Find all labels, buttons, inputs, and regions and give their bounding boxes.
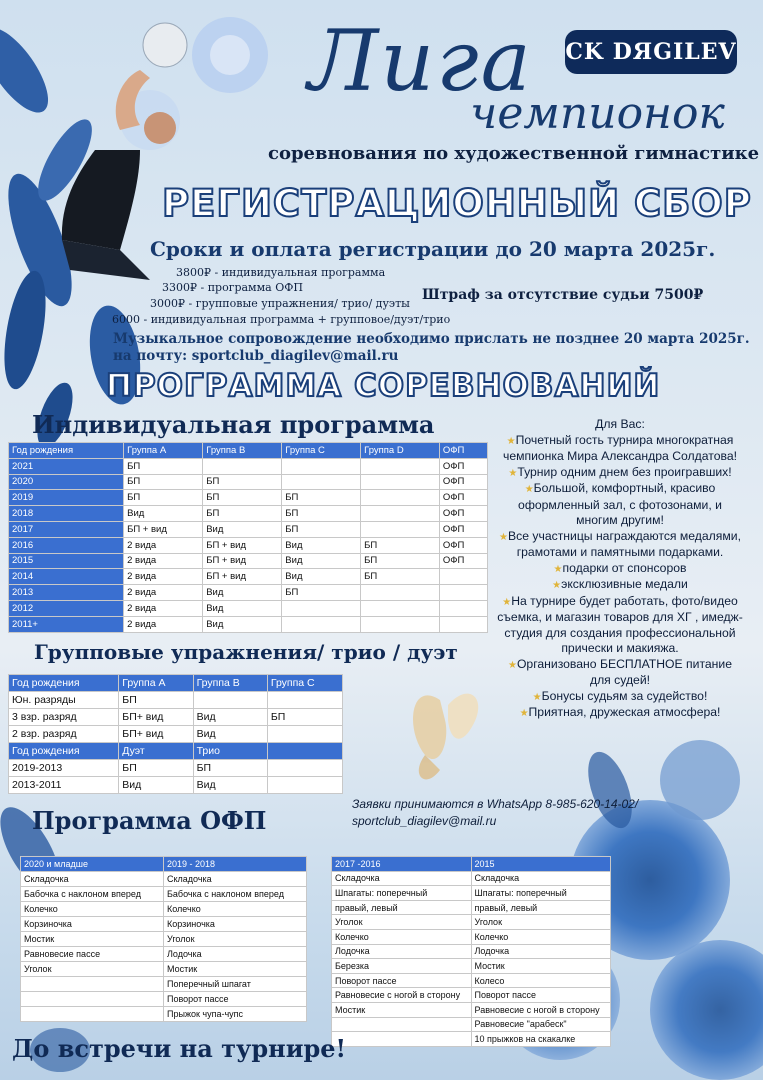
table-row: [9, 692, 343, 709]
music-note-line-1: Музыкальное сопровождение необходимо прислать не позднее 20 марта 2025г.: [113, 331, 750, 347]
table-cell: Вид: [119, 777, 193, 794]
table-row: [21, 962, 307, 977]
table-cell: Березка: [332, 959, 472, 974]
table-cell: БП: [282, 521, 361, 537]
table-cell: [361, 490, 440, 506]
table-cell: Поворот пассе: [471, 988, 611, 1003]
benefit-text: Все участницы награждаются медалями, грамотами и памятными подарками.: [508, 528, 741, 559]
table-cell: 2 вида: [124, 585, 203, 601]
price-individual: 3800₽ - индивидуальная программа: [176, 266, 386, 279]
table-cell: Вид: [203, 600, 282, 616]
table-row: [332, 900, 611, 915]
competition-program-heading: ПРОГРАММА СОРЕВНОВАНИЙ: [106, 368, 661, 404]
benefit-text: Приятная, дружеская атмосфера!: [528, 705, 721, 719]
individual-program-table: [8, 442, 488, 633]
table-cell: [267, 760, 342, 777]
table-cell: Поворот пассе: [164, 992, 307, 1007]
table-row: [332, 915, 611, 930]
table-cell: Колесо: [471, 973, 611, 988]
table-cell: [21, 992, 164, 1007]
table-row: [9, 521, 488, 537]
ofp-table-older: [331, 856, 611, 1047]
table-cell: БП: [203, 506, 282, 522]
benefit-item: [497, 577, 743, 594]
table-header-cell: 2015: [471, 857, 611, 872]
table-header-cell: Группа А: [124, 443, 203, 459]
table-cell: Вид: [193, 777, 267, 794]
table-cell: Колечко: [164, 902, 307, 917]
table-header-cell: Группа С: [282, 443, 361, 459]
table-cell: БП: [124, 474, 203, 490]
table-cell: [361, 521, 440, 537]
table-row: [9, 506, 488, 522]
table-cell: Уголок: [332, 915, 472, 930]
table-row: [9, 777, 343, 794]
table-cell: Прыжок чупа-чупс: [164, 1007, 307, 1022]
individual-program-title: Индивидуальная программа: [32, 410, 435, 439]
applications-whatsapp: Заявки принимаются в WhatsApp 8-985-620-14-02/: [352, 797, 639, 811]
star-icon: ★: [508, 467, 518, 479]
table-row: [9, 726, 343, 743]
table-cell: Мостик: [21, 932, 164, 947]
table-cell: [193, 692, 267, 709]
table-row: [9, 490, 488, 506]
table-row: [332, 988, 611, 1003]
table-cell: Колечко: [332, 929, 472, 944]
table-cell: Вид: [203, 585, 282, 601]
table-cell: [439, 585, 487, 601]
table-header-cell: [267, 743, 342, 760]
table-cell: [361, 506, 440, 522]
table-cell: правый, левый: [332, 900, 472, 915]
table-cell: Вид: [282, 569, 361, 585]
table-cell: БП: [361, 569, 440, 585]
table-cell: правый, левый: [471, 900, 611, 915]
star-icon: ★: [519, 708, 529, 719]
table-cell: Юн. разряды: [9, 692, 119, 709]
group-program-table: [8, 674, 343, 794]
table-header-cell: Группа В: [203, 443, 282, 459]
table-cell: БП: [361, 553, 440, 569]
table-cell: [439, 600, 487, 616]
table-cell: Колечко: [21, 902, 164, 917]
table-cell: Складочка: [21, 872, 164, 887]
table-cell: ОФП: [439, 506, 487, 522]
table-row: [332, 1032, 611, 1047]
table-cell: Равновесие пассе: [21, 947, 164, 962]
price-group: 3000₽ - групповые упражнения/ трио/ дуэты: [150, 297, 410, 310]
table-cell: БП + вид: [203, 537, 282, 553]
music-submission-note: [113, 331, 750, 365]
table-row: [21, 917, 307, 932]
table-cell: [282, 600, 361, 616]
table-header-cell: Трио: [193, 743, 267, 760]
table-cell: 2018: [9, 506, 124, 522]
table-row: [21, 1007, 307, 1022]
table-row: [9, 760, 343, 777]
applications-email: sportclub_diagilev@mail.ru: [352, 814, 497, 828]
table-cell: Лодочка: [164, 947, 307, 962]
table-row: [9, 585, 488, 601]
table-cell: Поворот пассе: [332, 973, 472, 988]
star-icon: ★: [532, 691, 542, 703]
table-header-cell: Дуэт: [119, 743, 193, 760]
table-cell: 2 вида: [124, 616, 203, 632]
table-cell: ОФП: [439, 521, 487, 537]
benefit-item: [497, 657, 743, 689]
benefit-item: [497, 433, 743, 465]
table-cell: 2017: [9, 521, 124, 537]
registration-fee-heading: РЕГИСТРАЦИОННЫЙ СБОР: [162, 182, 752, 225]
benefit-text: На турнире будет работать, фото/видео съемка, и магазин товаров для ХГ , имедж-студия для создания профессиональной прически и макияжа.: [497, 593, 743, 655]
table-row: [332, 929, 611, 944]
table-cell: 2 взр. разряд: [9, 726, 119, 743]
table-header-row: [9, 675, 343, 692]
table-header-row: [9, 743, 343, 760]
table-cell: Равновесие "арабеск": [471, 1017, 611, 1032]
table-cell: Уголок: [21, 962, 164, 977]
table-header-cell: Год рождения: [9, 443, 124, 459]
table-cell: БП+ вид: [119, 709, 193, 726]
benefit-text: подарки от спонсоров: [562, 560, 687, 575]
table-header-cell: 2019 - 2018: [164, 857, 307, 872]
judge-absence-fine: Штраф за отсутствие судьи 7500₽: [422, 287, 704, 303]
table-cell: БП: [193, 760, 267, 777]
table-cell: [203, 458, 282, 474]
table-header-cell: 2017 -2016: [332, 857, 472, 872]
table-cell: [439, 569, 487, 585]
table-cell: Вид: [282, 537, 361, 553]
table-cell: 2019-2013: [9, 760, 119, 777]
table-cell: Складочка: [471, 871, 611, 886]
table-cell: Лодочка: [471, 944, 611, 959]
table-cell: Вид: [203, 616, 282, 632]
benefit-item: [497, 481, 743, 529]
table-cell: БП: [282, 585, 361, 601]
table-cell: [361, 616, 440, 632]
benefit-text: Бонусы судьям за судейство!: [541, 688, 708, 703]
table-header-cell: Год рождения: [9, 743, 119, 760]
table-row: [9, 553, 488, 569]
applications-contact: [352, 796, 638, 830]
star-icon: ★: [507, 659, 517, 671]
table-cell: 2012: [9, 600, 124, 616]
table-row: [21, 932, 307, 947]
table-cell: БП: [361, 537, 440, 553]
ofp-table-younger: [20, 856, 307, 1022]
table-cell: Поперечный шпагат: [164, 977, 307, 992]
table-cell: [267, 692, 342, 709]
table-row: [332, 1017, 611, 1032]
table-header-cell: Группа С: [267, 675, 342, 692]
benefits-list: [497, 417, 743, 722]
event-subtitle: соревнования по художественной гимнастике: [268, 143, 760, 164]
table-cell: 2 вида: [124, 537, 203, 553]
benefit-item: [497, 705, 743, 722]
benefit-text: Большой, комфортный, красиво оформленный зал, с фотозонами, и многим другим!: [518, 481, 722, 527]
benefit-item: [497, 465, 743, 482]
benefit-item: [497, 561, 743, 578]
table-cell: БП + вид: [203, 569, 282, 585]
table-cell: Складочка: [332, 871, 472, 886]
farewell-text: До встречи на турнире!: [12, 1034, 347, 1063]
table-row: [332, 959, 611, 974]
table-cell: [282, 474, 361, 490]
table-row: [21, 902, 307, 917]
table-cell: Равновесие с ногой в сторону: [332, 988, 472, 1003]
table-row: [9, 474, 488, 490]
ofp-program-title: Программа ОФП: [32, 806, 267, 835]
group-program-title: Групповые упражнения/ трио / дуэт: [34, 640, 458, 664]
price-combined: 6000 - индивидуальная программа + групповое/дуэт/трио: [112, 313, 451, 326]
table-cell: [267, 777, 342, 794]
table-row: [332, 1002, 611, 1017]
table-cell: БП: [203, 474, 282, 490]
table-cell: ОФП: [439, 537, 487, 553]
table-cell: [21, 1007, 164, 1022]
table-cell: 2 вида: [124, 600, 203, 616]
table-row: [9, 616, 488, 632]
star-icon: ★: [502, 596, 512, 608]
table-cell: 2 вида: [124, 553, 203, 569]
table-cell: [361, 474, 440, 490]
table-cell: Колечко: [471, 929, 611, 944]
table-row: [21, 947, 307, 962]
benefit-text: Организовано БЕСПЛАТНОЕ питание для судей!: [516, 656, 732, 687]
table-header-cell: Группа А: [119, 675, 193, 692]
table-header-row: [21, 857, 307, 872]
table-cell: 10 прыжков на скакалке: [471, 1032, 611, 1047]
table-header-cell: Группа В: [193, 675, 267, 692]
table-cell: 2014: [9, 569, 124, 585]
butterfly-decoration: [413, 694, 478, 780]
table-cell: 2011+: [9, 616, 124, 632]
table-cell: БП: [282, 490, 361, 506]
table-cell: [361, 585, 440, 601]
table-row: [9, 569, 488, 585]
event-title-liga: Лига: [308, 12, 533, 110]
table-cell: Вид: [124, 506, 203, 522]
benefit-item: [497, 594, 743, 657]
table-cell: 2013-2011: [9, 777, 119, 794]
table-cell: Мостик: [332, 1002, 472, 1017]
table-cell: ОФП: [439, 458, 487, 474]
table-cell: Вид: [203, 521, 282, 537]
benefit-item: [497, 689, 743, 706]
table-cell: Вид: [193, 709, 267, 726]
table-header-row: [9, 443, 488, 459]
table-cell: БП+ вид: [119, 726, 193, 743]
table-cell: Мостик: [471, 959, 611, 974]
table-cell: БП: [267, 709, 342, 726]
table-cell: [21, 977, 164, 992]
table-row: [21, 977, 307, 992]
table-cell: Вид: [282, 553, 361, 569]
table-cell: 2019: [9, 490, 124, 506]
table-cell: [332, 1032, 472, 1047]
star-icon: ★: [524, 484, 534, 495]
table-row: [9, 537, 488, 553]
music-note-line-2: на почту: sportclub_diagilev@mail.ru: [113, 348, 399, 364]
table-cell: 2015: [9, 553, 124, 569]
table-cell: БП: [124, 458, 203, 474]
table-cell: [282, 458, 361, 474]
table-row: [21, 992, 307, 1007]
star-icon: ★: [552, 580, 562, 591]
table-row: [21, 887, 307, 902]
table-cell: БП: [282, 506, 361, 522]
table-cell: ОФП: [439, 490, 487, 506]
benefit-text: Турнир одним днем без проигравших!: [517, 464, 732, 479]
table-header-cell: Год рождения: [9, 675, 119, 692]
table-row: [332, 973, 611, 988]
club-logo-badge: CK DЯGILEV: [565, 30, 737, 74]
star-icon: ★: [499, 531, 508, 543]
table-cell: БП + вид: [203, 553, 282, 569]
table-row: [21, 872, 307, 887]
table-header-cell: 2020 и младше: [21, 857, 164, 872]
table-cell: Шпагаты: поперечный: [471, 886, 611, 901]
table-cell: Бабочка с наклоном вперед: [164, 887, 307, 902]
table-cell: Корзиночка: [21, 917, 164, 932]
benefit-text: эксклюзивные медали: [561, 577, 688, 591]
benefits-title: Для Вас:: [595, 417, 645, 431]
table-row: [332, 944, 611, 959]
table-cell: Корзиночка: [164, 917, 307, 932]
table-cell: БП: [119, 760, 193, 777]
benefit-text: Почетный гость турнира многократная чемпионка Мира Александра Солдатова!: [502, 432, 737, 463]
table-cell: ОФП: [439, 553, 487, 569]
table-header-cell: ОФП: [439, 443, 487, 459]
table-header-cell: Группа D: [361, 443, 440, 459]
table-cell: 2016: [9, 537, 124, 553]
table-cell: Равновесие с ногой в сторону: [471, 1002, 611, 1017]
table-row: [9, 709, 343, 726]
table-cell: БП: [119, 692, 193, 709]
table-cell: Складочка: [164, 872, 307, 887]
table-header-row: [332, 857, 611, 872]
star-icon: ★: [506, 435, 516, 447]
table-row: [9, 458, 488, 474]
table-cell: Мостик: [164, 962, 307, 977]
table-cell: 2021: [9, 458, 124, 474]
table-cell: [332, 1017, 472, 1032]
table-cell: БП: [203, 490, 282, 506]
table-cell: 2013: [9, 585, 124, 601]
table-cell: БП + вид: [124, 521, 203, 537]
event-title-chempionok: чемпионок: [470, 88, 725, 139]
table-row: [332, 871, 611, 886]
table-cell: 2 вида: [124, 569, 203, 585]
table-row: [332, 886, 611, 901]
table-cell: [361, 600, 440, 616]
table-cell: Бабочка с наклоном вперед: [21, 887, 164, 902]
table-cell: [361, 458, 440, 474]
table-cell: 3 взр. разряд: [9, 709, 119, 726]
table-cell: БП: [124, 490, 203, 506]
registration-deadline: Сроки и оплата регистрации до 20 марта 2025г.: [150, 237, 716, 261]
table-cell: Лодочка: [332, 944, 472, 959]
star-icon: ★: [553, 563, 563, 575]
table-cell: Уголок: [471, 915, 611, 930]
table-cell: Уголок: [164, 932, 307, 947]
table-cell: 2020: [9, 474, 124, 490]
table-cell: Вид: [193, 726, 267, 743]
table-cell: [282, 616, 361, 632]
table-cell: Шпагаты: поперечный: [332, 886, 472, 901]
price-ofp: 3300₽ - программа ОФП: [162, 281, 303, 294]
table-cell: [267, 726, 342, 743]
table-cell: [439, 616, 487, 632]
benefit-item: [497, 529, 743, 561]
table-cell: ОФП: [439, 474, 487, 490]
table-row: [9, 600, 488, 616]
